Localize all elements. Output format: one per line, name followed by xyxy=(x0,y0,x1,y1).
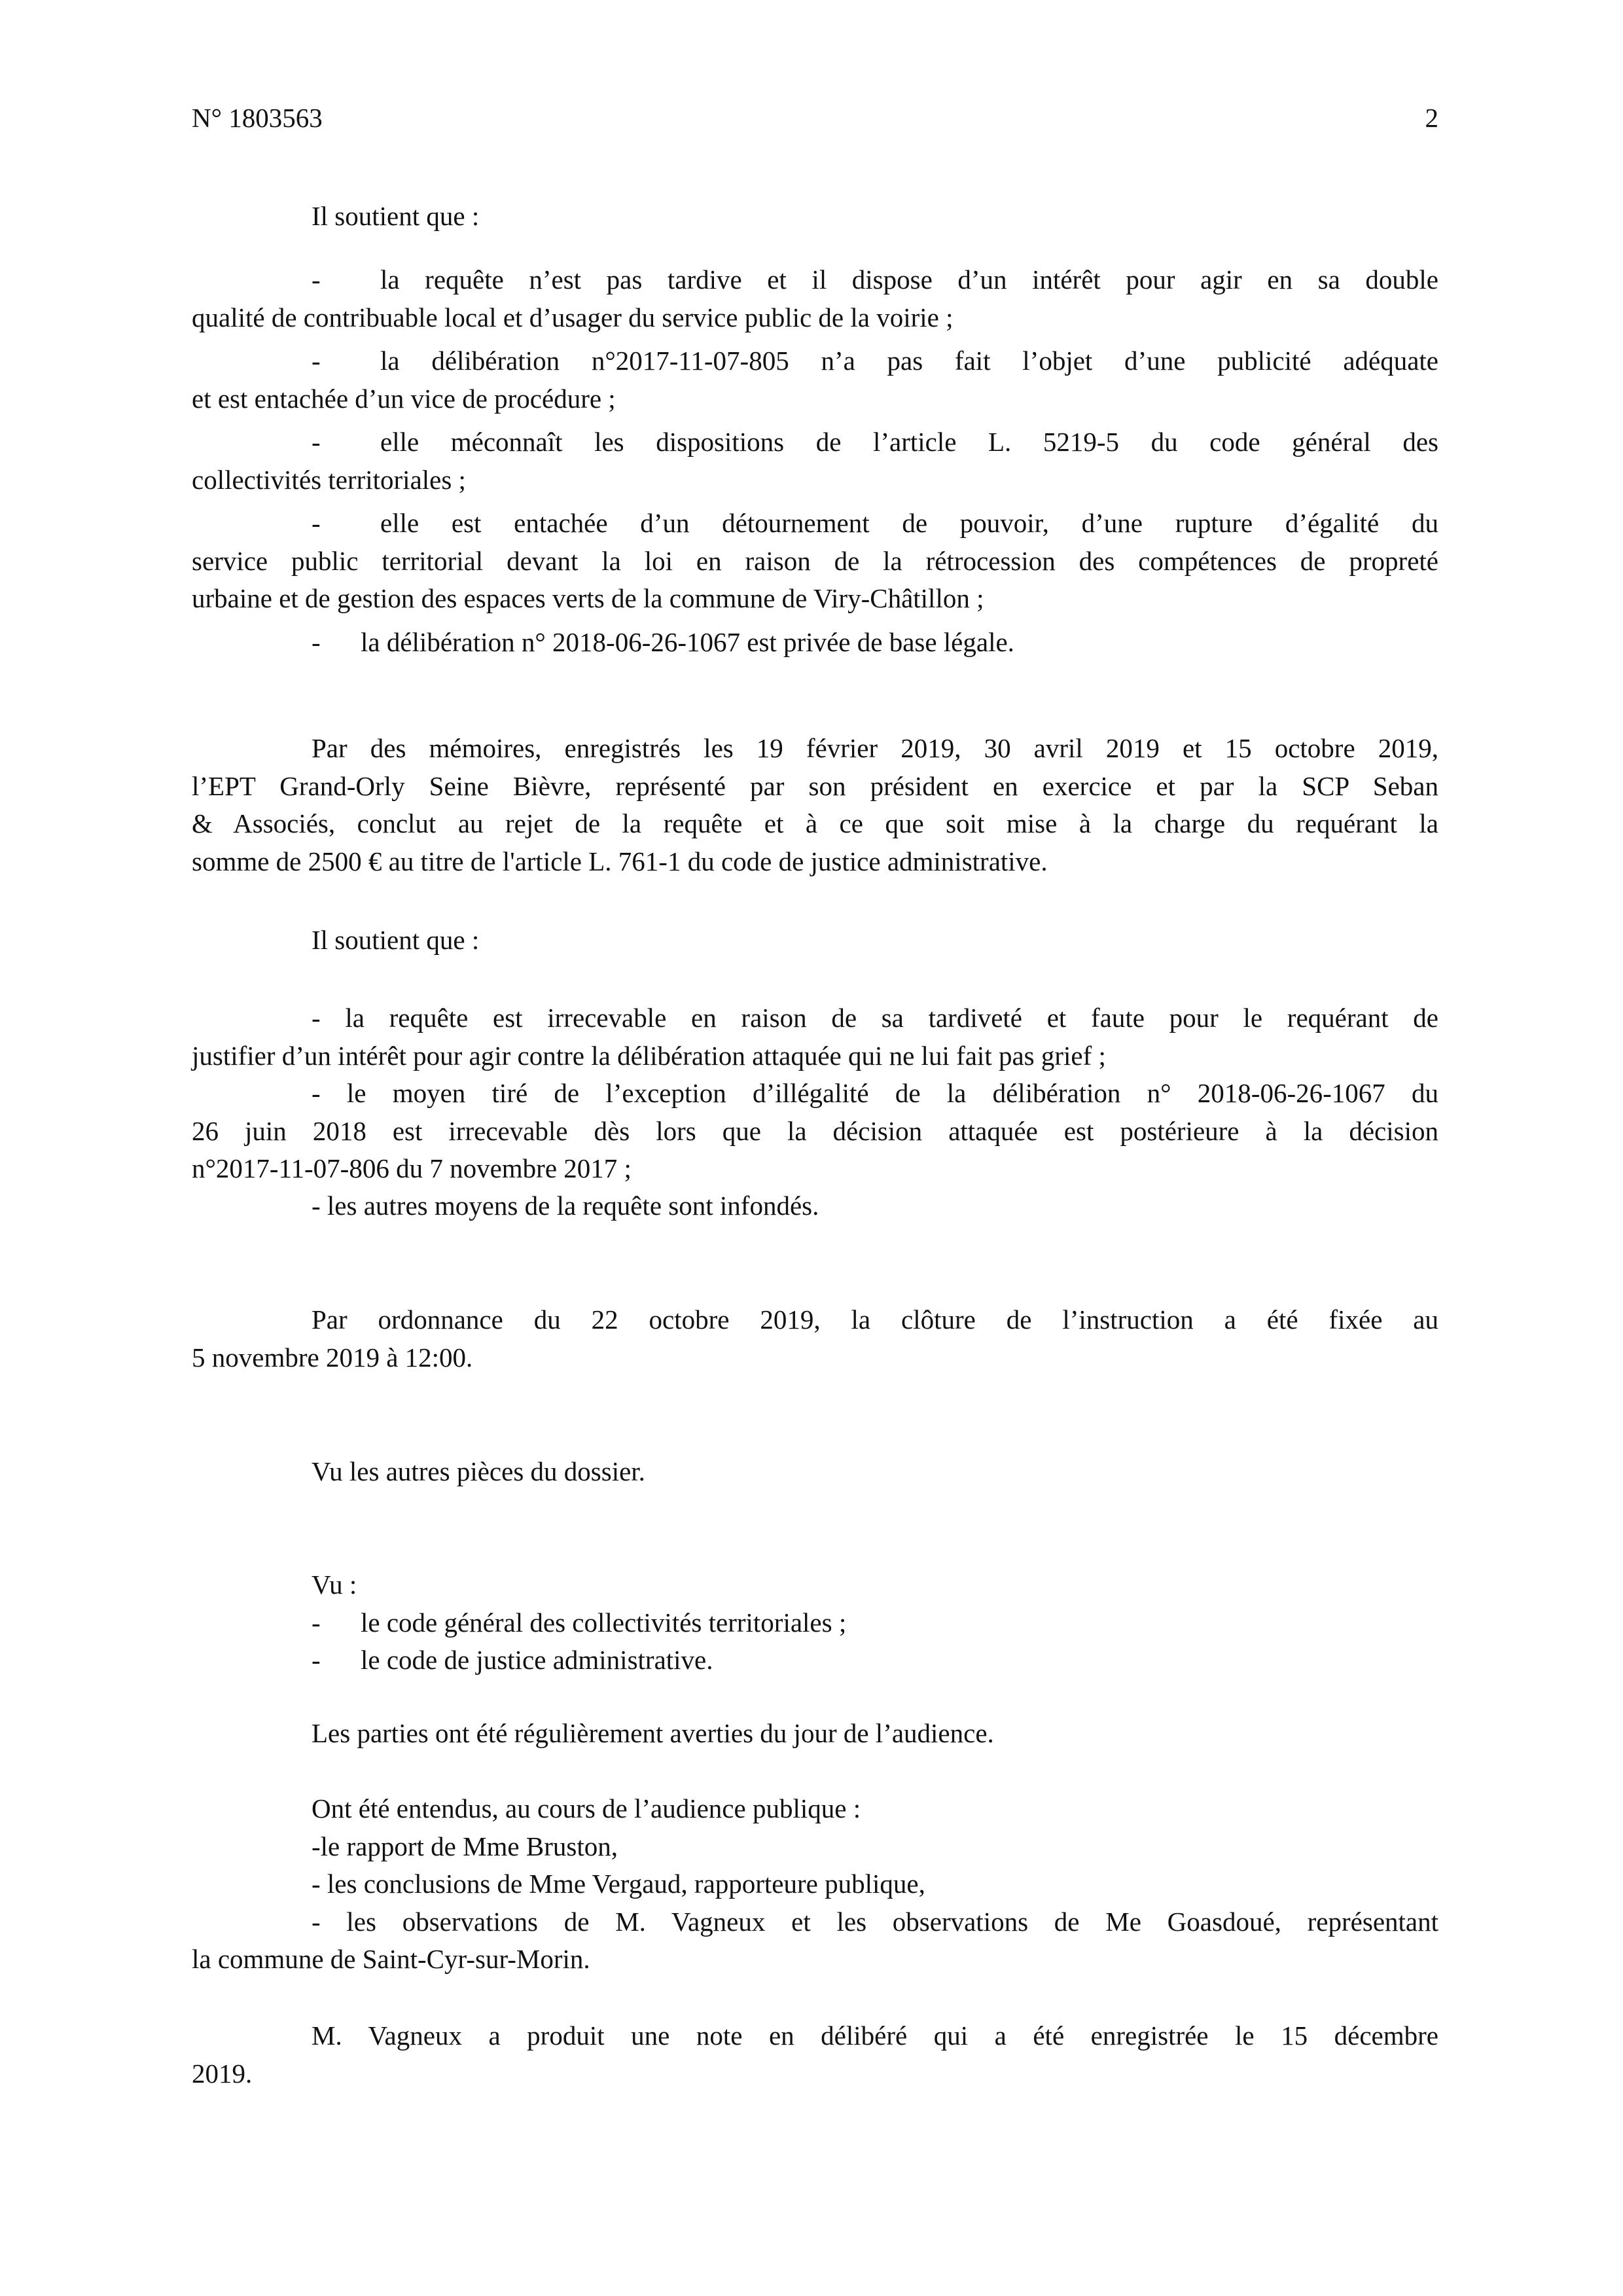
applicant-argument-item xyxy=(192,342,1438,418)
audience-line: - les observations de M. Vagneux et les observations de Me Goasdoué, représentant xyxy=(312,1906,1438,1937)
dash-marker: - xyxy=(312,508,321,538)
paragraph-line: M. Vagneux a produit une note en délibéré qui a été enregistrée le 15 décembre xyxy=(312,2020,1438,2051)
vu-item-text: le code de justice administrative. xyxy=(361,1645,713,1675)
dash-marker: - xyxy=(312,1645,321,1675)
paragraph-line: somme de 2500 € au titre de l'article L. 761-1 du code de justice administrative. xyxy=(192,846,1048,876)
paragraph-line: Par des mémoires, enregistrés les 19 février 2019, 30 avril 2019 et 15 octobre 2019, xyxy=(312,733,1438,763)
vu-list xyxy=(192,1566,1438,1679)
argument-line: qualité de contribuable local et d’usager du service public de la voirie ; xyxy=(192,302,954,332)
dash-marker: - xyxy=(312,346,321,376)
argument-line: urbaine et de gestion des espaces verts de la commune de Viry-Châtillon ; xyxy=(192,583,984,613)
case-number: N° 1803563 xyxy=(192,103,323,133)
defense-memoires-paragraph xyxy=(192,730,1438,880)
audience-title: Ont été entendus, au cours de l’audience publique : xyxy=(312,1793,861,1823)
argument-line: et est entachée d’un vice de procédure ; xyxy=(192,383,616,414)
intro-line: Il soutient que : xyxy=(312,925,480,955)
applicant-argument-item xyxy=(192,505,1438,618)
argument-line: service public territorial devant la loi en raison de la rétrocession des compétences de propreté xyxy=(192,545,1438,576)
dash-marker: - xyxy=(312,264,321,295)
vu-autres-pieces xyxy=(192,1453,1438,1491)
applicant-argument-item xyxy=(192,423,1438,499)
audience-line: - les conclusions de Mme Vergaud, rapporteure publique, xyxy=(312,1869,925,1899)
vu-item-text: le code général des collectivités territoriales ; xyxy=(361,1607,847,1638)
page-number: 2 xyxy=(1425,103,1438,133)
audience-line: -le rapport de Mme Bruston, xyxy=(312,1831,618,1861)
argument-line: elle méconnaît les dispositions de l’article L. 5219-5 du code général des xyxy=(380,427,1438,457)
paragraph-line: Par ordonnance du 22 octobre 2019, la clôture de l’instruction a été fixée au xyxy=(312,1304,1438,1335)
applicant-arguments-intro: Il soutient que : xyxy=(312,201,480,231)
argument-line: collectivités territoriales ; xyxy=(192,464,466,495)
applicant-arguments xyxy=(192,198,1438,236)
paragraph-line: & Associés, conclut au rejet de la requête et à ce que soit mise à la charge du requérant la xyxy=(192,808,1438,838)
argument-line: - le moyen tiré de l’exception d’illégalité de la délibération n° 2018-06-26-1067 du xyxy=(312,1078,1438,1108)
paragraph-line: Les parties ont été régulièrement averties du jour de l’audience. xyxy=(312,1718,994,1748)
argument-line: n°2017-11-07-806 du 7 novembre 2017 ; xyxy=(192,1153,632,1183)
audience-heard xyxy=(192,1790,1438,1979)
argument-line: - les autres moyens de la requête sont infondés. xyxy=(312,1191,819,1221)
argument-line: la délibération n° 2018-06-26-1067 est privée de base légale. xyxy=(361,627,1014,657)
paragraph-line: Vu les autres pièces du dossier. xyxy=(312,1456,645,1486)
argument-line: - la requête est irrecevable en raison de sa tardiveté et faute pour le requérant de xyxy=(312,1003,1438,1033)
argument-line: la requête n’est pas tardive et il dispose d’un intérêt pour agir en sa double xyxy=(380,264,1438,295)
dash-marker: - xyxy=(312,1607,321,1638)
applicant-argument-item xyxy=(192,261,1438,336)
argument-line: 26 juin 2018 est irrecevable dès lors que la décision attaquée est postérieure à la décision xyxy=(192,1115,1438,1146)
argument-line: elle est entachée d’un détournement de pouvoir, d’une rupture d’égalité du xyxy=(380,508,1438,538)
dash-marker: - xyxy=(312,627,321,657)
note-deliberee xyxy=(192,2017,1438,2092)
audience-line: la commune de Saint-Cyr-sur-Morin. xyxy=(192,1944,590,1974)
defense-argument-item xyxy=(192,1075,1438,1188)
paragraph-line: l’EPT Grand-Orly Seine Bièvre, représenté par son président en exercice et par la SCP Seban xyxy=(192,770,1438,801)
defense-argument-item xyxy=(192,999,1438,1075)
vu-title: Vu : xyxy=(312,1570,357,1600)
defense-argument-item xyxy=(192,1187,1438,1225)
parties-averties xyxy=(192,1715,1438,1753)
ordonnance-paragraph xyxy=(192,1301,1438,1376)
defense-arguments-intro xyxy=(192,922,1438,960)
vu-item xyxy=(192,1604,1438,1642)
argument-line: la délibération n°2017-11-07-805 n’a pas fait l’objet d’une publicité adéquate xyxy=(380,346,1438,376)
vu-item xyxy=(192,1641,1438,1679)
argument-line: justifier d’un intérêt pour agir contre la délibération attaquée qui ne lui fait pas grief ; xyxy=(192,1040,1106,1071)
dash-marker: - xyxy=(312,427,321,457)
paragraph-line: 2019. xyxy=(192,2058,253,2089)
applicant-argument-item xyxy=(192,624,1438,662)
paragraph-line: 5 novembre 2019 à 12:00. xyxy=(192,1342,473,1372)
